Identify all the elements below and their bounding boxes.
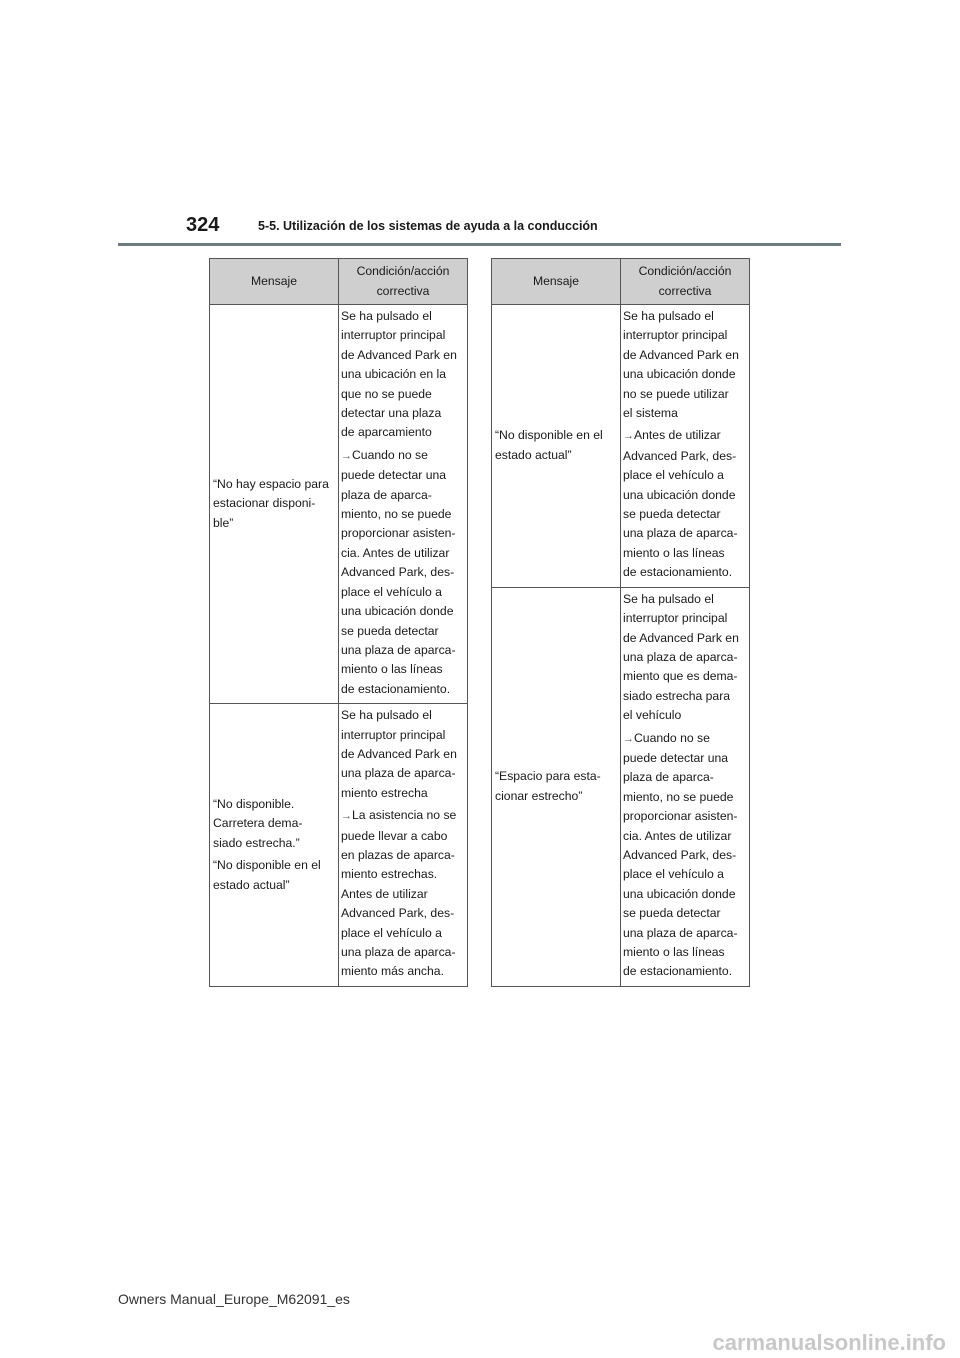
arrow-right-icon: → — [341, 449, 352, 462]
table-row — [210, 704, 468, 987]
table-header-row — [210, 259, 468, 305]
action-text: Cuando no se puede detectar una plaza de aparca- miento, no se puede proporcionar asisten- cia. Antes de utilizar Advanced Park, des- place el vehículo a una ubicación donde se pueda detectar una plaza de aparca- miento o las líneas de estacionamiento. — [341, 447, 456, 696]
column-header-message: Mensaje — [210, 259, 339, 305]
table-header-row — [492, 259, 750, 305]
corrective-action — [341, 446, 465, 699]
message-text: “No disponible en el estado actual” — [495, 428, 603, 462]
message-text: “Espacio para esta- cionar estrecho” — [495, 769, 601, 803]
header-divider — [118, 243, 841, 246]
watermark: carmanualsonline.info — [712, 1330, 946, 1355]
condition-text: Se ha pulsado el interruptor principal de Advanced Park en una plaza de aparca- miento estrecha — [341, 708, 457, 800]
message-text: “No disponible. Carretera dema- siado estrecha.” — [213, 796, 303, 850]
column-header-message: Mensaje — [492, 259, 621, 305]
condition-text: Se ha pulsado el interruptor principal de Advanced Park en una ubicación en la que no se puede detectar una plaza de aparcamiento — [341, 309, 457, 440]
message-table-left — [209, 258, 468, 987]
message-cell — [492, 305, 621, 588]
message-text: “No disponible en el estado actual” — [213, 858, 321, 892]
column-header-condition: Condición/acción correctiva — [339, 259, 468, 305]
message-cell — [210, 704, 339, 987]
action-text: Cuando no se puede detectar una plaza de aparca- miento, no se puede proporcionar asisten- cia. Antes de utilizar Advanced Park, des- place el vehículo a una ubicación donde se pueda detectar una plaza de aparca- miento o las líneas de estacionamiento. — [623, 730, 738, 979]
message-table-right — [491, 258, 750, 987]
condition-cell — [339, 305, 468, 704]
condition-cell — [621, 587, 750, 986]
corrective-action — [623, 729, 747, 982]
condition-text: Se ha pulsado el interruptor principal de Advanced Park en una ubicación donde no se puede utilizar el sistema — [623, 309, 739, 421]
condition-cell — [621, 305, 750, 588]
action-text: La asistencia no se puede llevar a cabo en plazas de aparca- miento estrechas. Antes de utilizar Advanced Park, des- place el vehículo a una plaza de aparca- miento más ancha. — [341, 808, 457, 979]
arrow-right-icon: → — [623, 430, 634, 443]
table-row — [210, 305, 468, 704]
message-cell — [492, 587, 621, 986]
message-text: “No hay espacio para estacionar disponi- ble” — [213, 476, 329, 530]
table-row — [492, 587, 750, 986]
corrective-action — [341, 806, 465, 982]
condition-text: Se ha pulsado el interruptor principal de Advanced Park en una plaza de aparca- miento que es dema- siado estrecha para el vehículo — [623, 591, 739, 723]
column-header-condition: Condición/acción correctiva — [621, 259, 750, 305]
condition-cell — [339, 704, 468, 987]
action-text: Antes de utilizar Advanced Park, des- place el vehículo a una ubicación donde se pueda detectar una plaza de aparca- miento o las líneas de estacionamiento. — [623, 428, 738, 580]
footer-manual-id: Owners Manual_Europe_M62091_es — [118, 1291, 350, 1307]
message-cell — [210, 305, 339, 704]
section-title: 5-5. Utilización de los sistemas de ayuda a la conducción — [258, 219, 598, 233]
page-number: 324 — [186, 214, 220, 236]
arrow-right-icon: → — [341, 810, 352, 823]
table-row — [492, 305, 750, 588]
arrow-right-icon: → — [623, 732, 634, 745]
corrective-action — [623, 426, 747, 582]
